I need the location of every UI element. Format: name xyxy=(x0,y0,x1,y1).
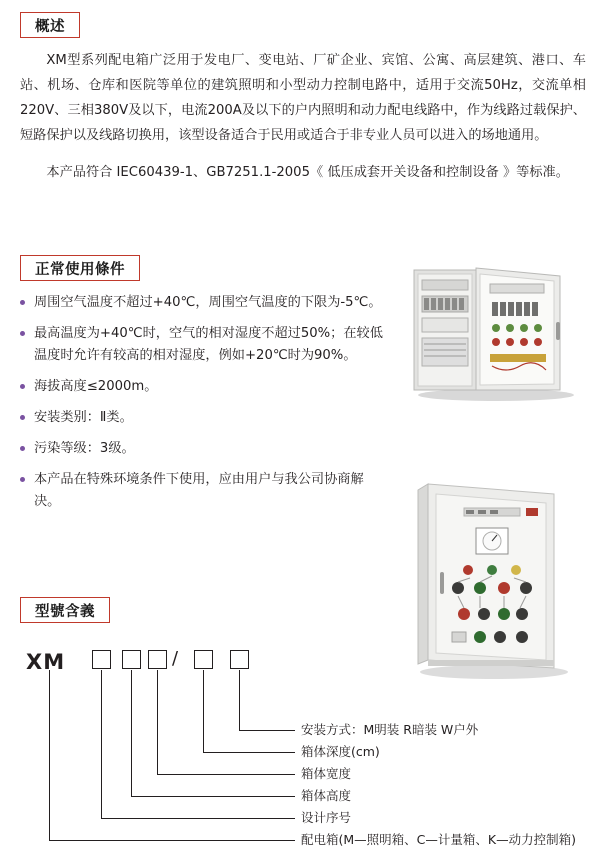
model-legend-install-method: 安装方式：M明装 R暗装 W户外 xyxy=(301,722,479,737)
leader-line-1 xyxy=(239,670,240,730)
open-cabinet-illustration xyxy=(404,262,586,404)
model-legend-box-type: 配电箱(M—照明箱、C—计量箱、K—动力控制箱) xyxy=(301,832,576,847)
leader-h-5 xyxy=(101,818,295,819)
section-heading-conditions-label: 正常使用條件 xyxy=(35,261,125,278)
open-cabinet-photo xyxy=(404,262,586,404)
model-legend-height: 箱体高度 xyxy=(301,788,352,803)
model-box-3 xyxy=(148,650,167,669)
list-item: 最高温度为+40℃时，空气的相对湿度不超过50%；在较低温度时允许有较高的相对湿度，例如+20℃时为90%。 xyxy=(20,323,388,367)
conditions-list xyxy=(20,292,388,522)
model-box-5 xyxy=(230,650,249,669)
model-legend-width: 箱体宽度 xyxy=(301,766,352,781)
model-legend-depth: 箱体深度(cm) xyxy=(301,744,380,759)
list-item: 周围空气温度不超过+40℃，周围空气温度的下限为-5℃。 xyxy=(20,292,388,314)
leader-line-6 xyxy=(49,670,50,840)
leader-h-3 xyxy=(157,774,295,775)
list-item: 污染等级：3级。 xyxy=(20,438,388,460)
leader-line-4 xyxy=(131,670,132,796)
model-code-diagram xyxy=(20,640,586,852)
section-heading-overview-label: 概述 xyxy=(35,18,65,35)
overview-paragraph-2: 本产品符合 IEC60439-1、GB7251.1-2005《 低压成套开关设备和控制设备 》等标准。 xyxy=(46,165,569,180)
overview-body xyxy=(20,48,586,197)
model-prefix: XM xyxy=(26,650,66,674)
model-legend-design-serial: 设计序号 xyxy=(301,810,352,825)
model-separator: / xyxy=(172,648,179,669)
model-box-2 xyxy=(122,650,141,669)
section-heading-conditions xyxy=(20,255,140,281)
list-item: 海拔高度≤2000m。 xyxy=(20,376,388,398)
leader-line-3 xyxy=(157,670,158,774)
section-heading-model-label: 型號含義 xyxy=(35,603,95,620)
overview-paragraph-1: XM型系列配电箱广泛用于发电厂、变电站、厂矿企业、宾馆、公寓、高层建筑、港口、车站、机场、仓库和医院等单位的建筑照明和小型动力控制电路中，适用于交流50Hz，交流单相220V、三相380V及以下，电流200A及以下的户内照明和动力配电线路中，作为线路过载保护、短路保护以及线路切换用，该型设备适合于民用或适合于非专业人员可以进入的场地通用。 xyxy=(20,53,586,143)
leader-h-6 xyxy=(49,840,295,841)
leader-line-5 xyxy=(101,670,102,818)
leader-h-1 xyxy=(239,730,295,731)
section-heading-overview xyxy=(20,12,80,38)
section-heading-model xyxy=(20,597,110,623)
leader-h-2 xyxy=(203,752,295,753)
model-box-4 xyxy=(194,650,213,669)
list-item: 安装类别：Ⅱ类。 xyxy=(20,407,388,429)
leader-h-4 xyxy=(131,796,295,797)
list-item: 本产品在特殊环境条件下使用，应由用户与我公司协商解决。 xyxy=(20,469,388,513)
model-box-1 xyxy=(92,650,111,669)
leader-line-2 xyxy=(203,670,204,752)
